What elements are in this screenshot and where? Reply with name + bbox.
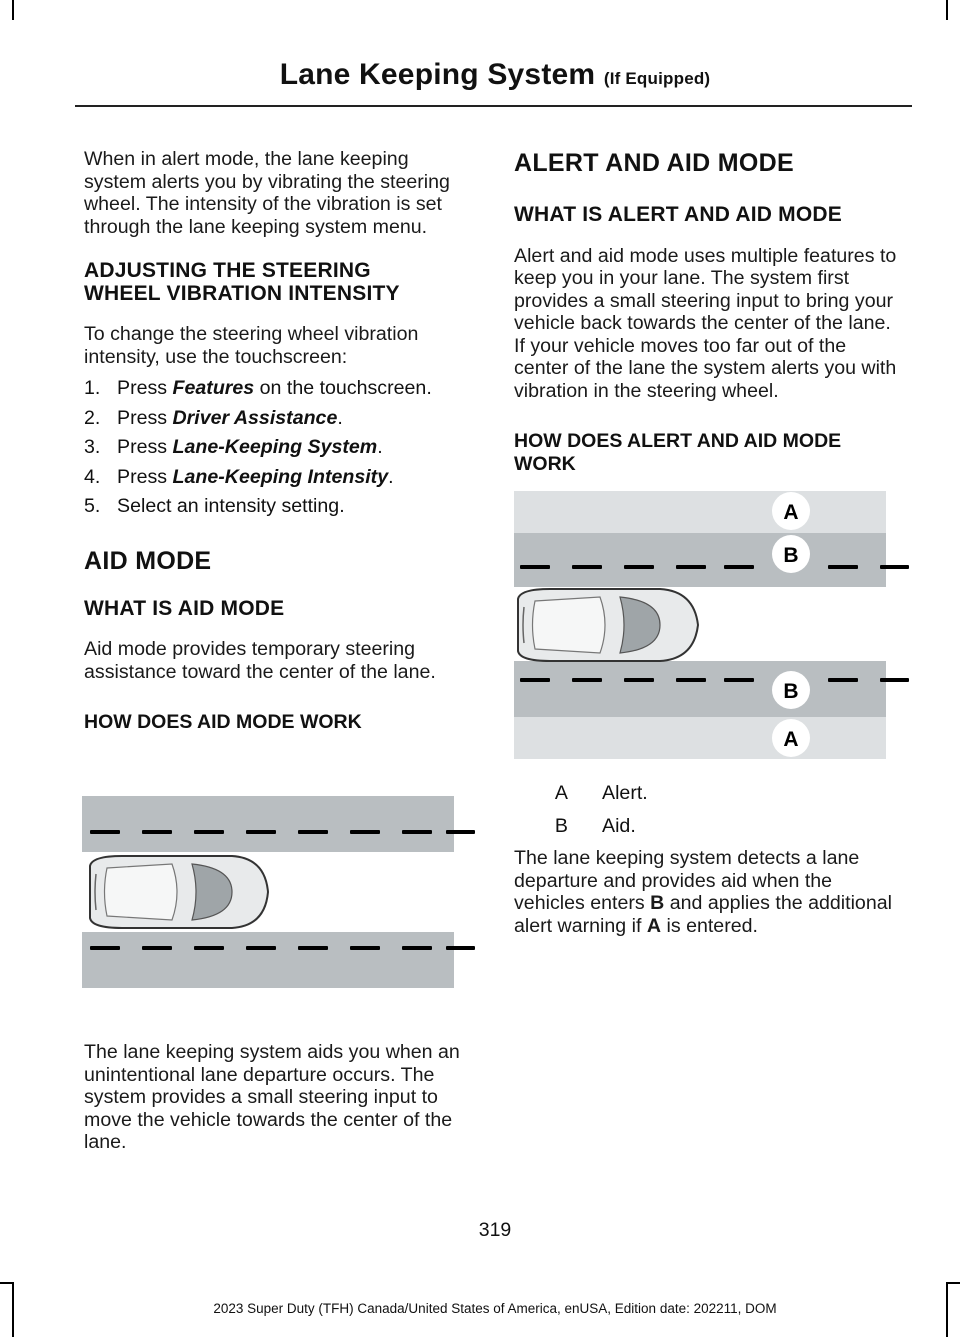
crop-mark-top-right-v: [946, 0, 948, 20]
list-item: [84, 377, 476, 400]
step-number: 2.: [84, 406, 101, 429]
alert-aid-mode-heading: ALERT AND AID MODE: [514, 149, 794, 177]
alert-aid-figure: [514, 491, 909, 759]
legend-row: [514, 815, 906, 838]
what-is-aid-mode-paragraph: Aid mode provides temporary steering assistance toward the center of the lane.: [84, 638, 436, 683]
step-text-end: .: [337, 406, 343, 429]
right-column: [514, 148, 906, 475]
how-alert-aid-heading-line2: WORK: [514, 452, 576, 475]
crop-mark-bottom-left-h: [0, 1282, 14, 1284]
crop-mark-top-left-v: [12, 0, 14, 20]
step-emphasis: Lane-Keeping Intensity: [172, 465, 389, 488]
legend-value: Aid.: [602, 814, 636, 837]
left-column: [84, 148, 476, 734]
label-a: A: [783, 501, 799, 524]
lane-boundary-bottom: [82, 932, 454, 988]
label-b: B: [783, 680, 799, 703]
adjusting-heading-line2: WHEEL VIBRATION INTENSITY: [84, 281, 400, 305]
callout-a-top: [772, 492, 810, 530]
legend-key: A: [554, 782, 568, 804]
aid-mode-heading: AID MODE: [84, 546, 212, 575]
step-emphasis: Lane-Keeping System: [172, 436, 378, 458]
aid-zone-bottom: [514, 661, 886, 717]
car-top-view-icon: [90, 856, 268, 928]
step-number: 1.: [84, 377, 101, 399]
list-item: [84, 407, 476, 430]
detection-text-3: is entered.: [661, 914, 758, 937]
callout-b-bottom: [772, 671, 810, 709]
legend-value: Alert.: [602, 782, 648, 804]
how-aid-mode-heading: HOW DOES AID MODE WORK: [84, 711, 362, 733]
step-text-end: .: [377, 436, 383, 458]
list-item: [84, 436, 476, 459]
legend-key: B: [554, 814, 568, 837]
step-text-end: .: [388, 465, 394, 488]
callout-a-bottom: [772, 719, 810, 757]
steps-list: [84, 377, 476, 518]
page-header-title: [0, 58, 960, 92]
intro-paragraph: When in alert mode, the lane keeping system alerts you by vibrating the steering wheel. The intensity of the vibration is set through the lane keeping system menu.: [84, 148, 450, 238]
step-text: Press: [117, 436, 173, 458]
right-column-bottom: [514, 782, 906, 937]
page-number: 319: [478, 1219, 512, 1241]
footer-edition-text: 2023 Super Duty (TFH) Canada/United States of America, enUSA, Edition date: 202211, DOM: [213, 1301, 777, 1316]
detection-paragraph: [514, 847, 906, 937]
crop-mark-bottom-right-h: [946, 1282, 960, 1284]
detection-text-1: The lane keeping system detects a lane departure and provides aid when the vehicles enters: [514, 847, 860, 914]
aid-mode-result-paragraph: The lane keeping system aids you when an unintentional lane departure occurs. The system provides a small steering input to move the vehicle towards the center of the lane.: [84, 1041, 460, 1153]
how-alert-aid-heading-line1: HOW DOES ALERT AND AID MODE: [514, 430, 842, 452]
detection-zone-a: A: [646, 914, 662, 937]
alert-zone-top: [514, 491, 886, 533]
lane-boundary-top: [82, 796, 454, 852]
label-b: B: [783, 544, 799, 567]
step-text: Press: [117, 465, 173, 488]
step-text: Select an intensity setting.: [117, 495, 345, 517]
what-is-alert-aid-heading: WHAT IS ALERT AND AID MODE: [514, 203, 842, 226]
step-text-end: on the touchscreen.: [254, 377, 432, 399]
step-text: Press: [117, 406, 173, 429]
figure-legend: [514, 782, 906, 837]
how-alert-aid-heading: [514, 430, 906, 475]
what-is-alert-aid-paragraph: Alert and aid mode uses multiple features to keep you in your lane. The system first provides a small steering input to bring your vehicle back towards the center of the lane. If your vehicle moves too far out of the center of the lane the system alerts you with vibration in the steering wheel.: [514, 244, 897, 402]
legend-row: [514, 782, 906, 805]
step-number: 3.: [84, 436, 101, 458]
detection-zone-b: B: [650, 892, 665, 914]
step-emphasis: Features: [172, 377, 255, 399]
what-is-aid-mode-heading: WHAT IS AID MODE: [84, 596, 285, 620]
step-text: Press: [117, 377, 173, 399]
detection-text-2: and applies the additional alert warning if: [514, 892, 892, 937]
header-divider: [75, 105, 912, 107]
adjusting-paragraph: To change the steering wheel vibration intensity, use the touchscreen:: [84, 323, 419, 368]
alert-zone-bottom: [514, 717, 886, 759]
car-top-view-icon: [518, 589, 698, 661]
adjusting-heading-line1: ADJUSTING THE STEERING: [84, 259, 371, 282]
header-title-text: Lane Keeping System: [279, 58, 596, 91]
callout-b-top: [772, 535, 810, 573]
adjusting-heading: [84, 260, 476, 305]
label-a: A: [783, 728, 799, 751]
step-number: 4.: [84, 465, 101, 488]
step-number: 5.: [84, 495, 101, 517]
header-subtitle: (If Equipped): [603, 69, 711, 88]
list-item: [84, 495, 476, 518]
aid-mode-figure: [82, 796, 475, 988]
step-emphasis: Driver Assistance: [172, 406, 338, 429]
aid-zone-top: [514, 533, 886, 587]
left-column-bottom: [84, 1041, 476, 1154]
list-item: [84, 466, 476, 489]
